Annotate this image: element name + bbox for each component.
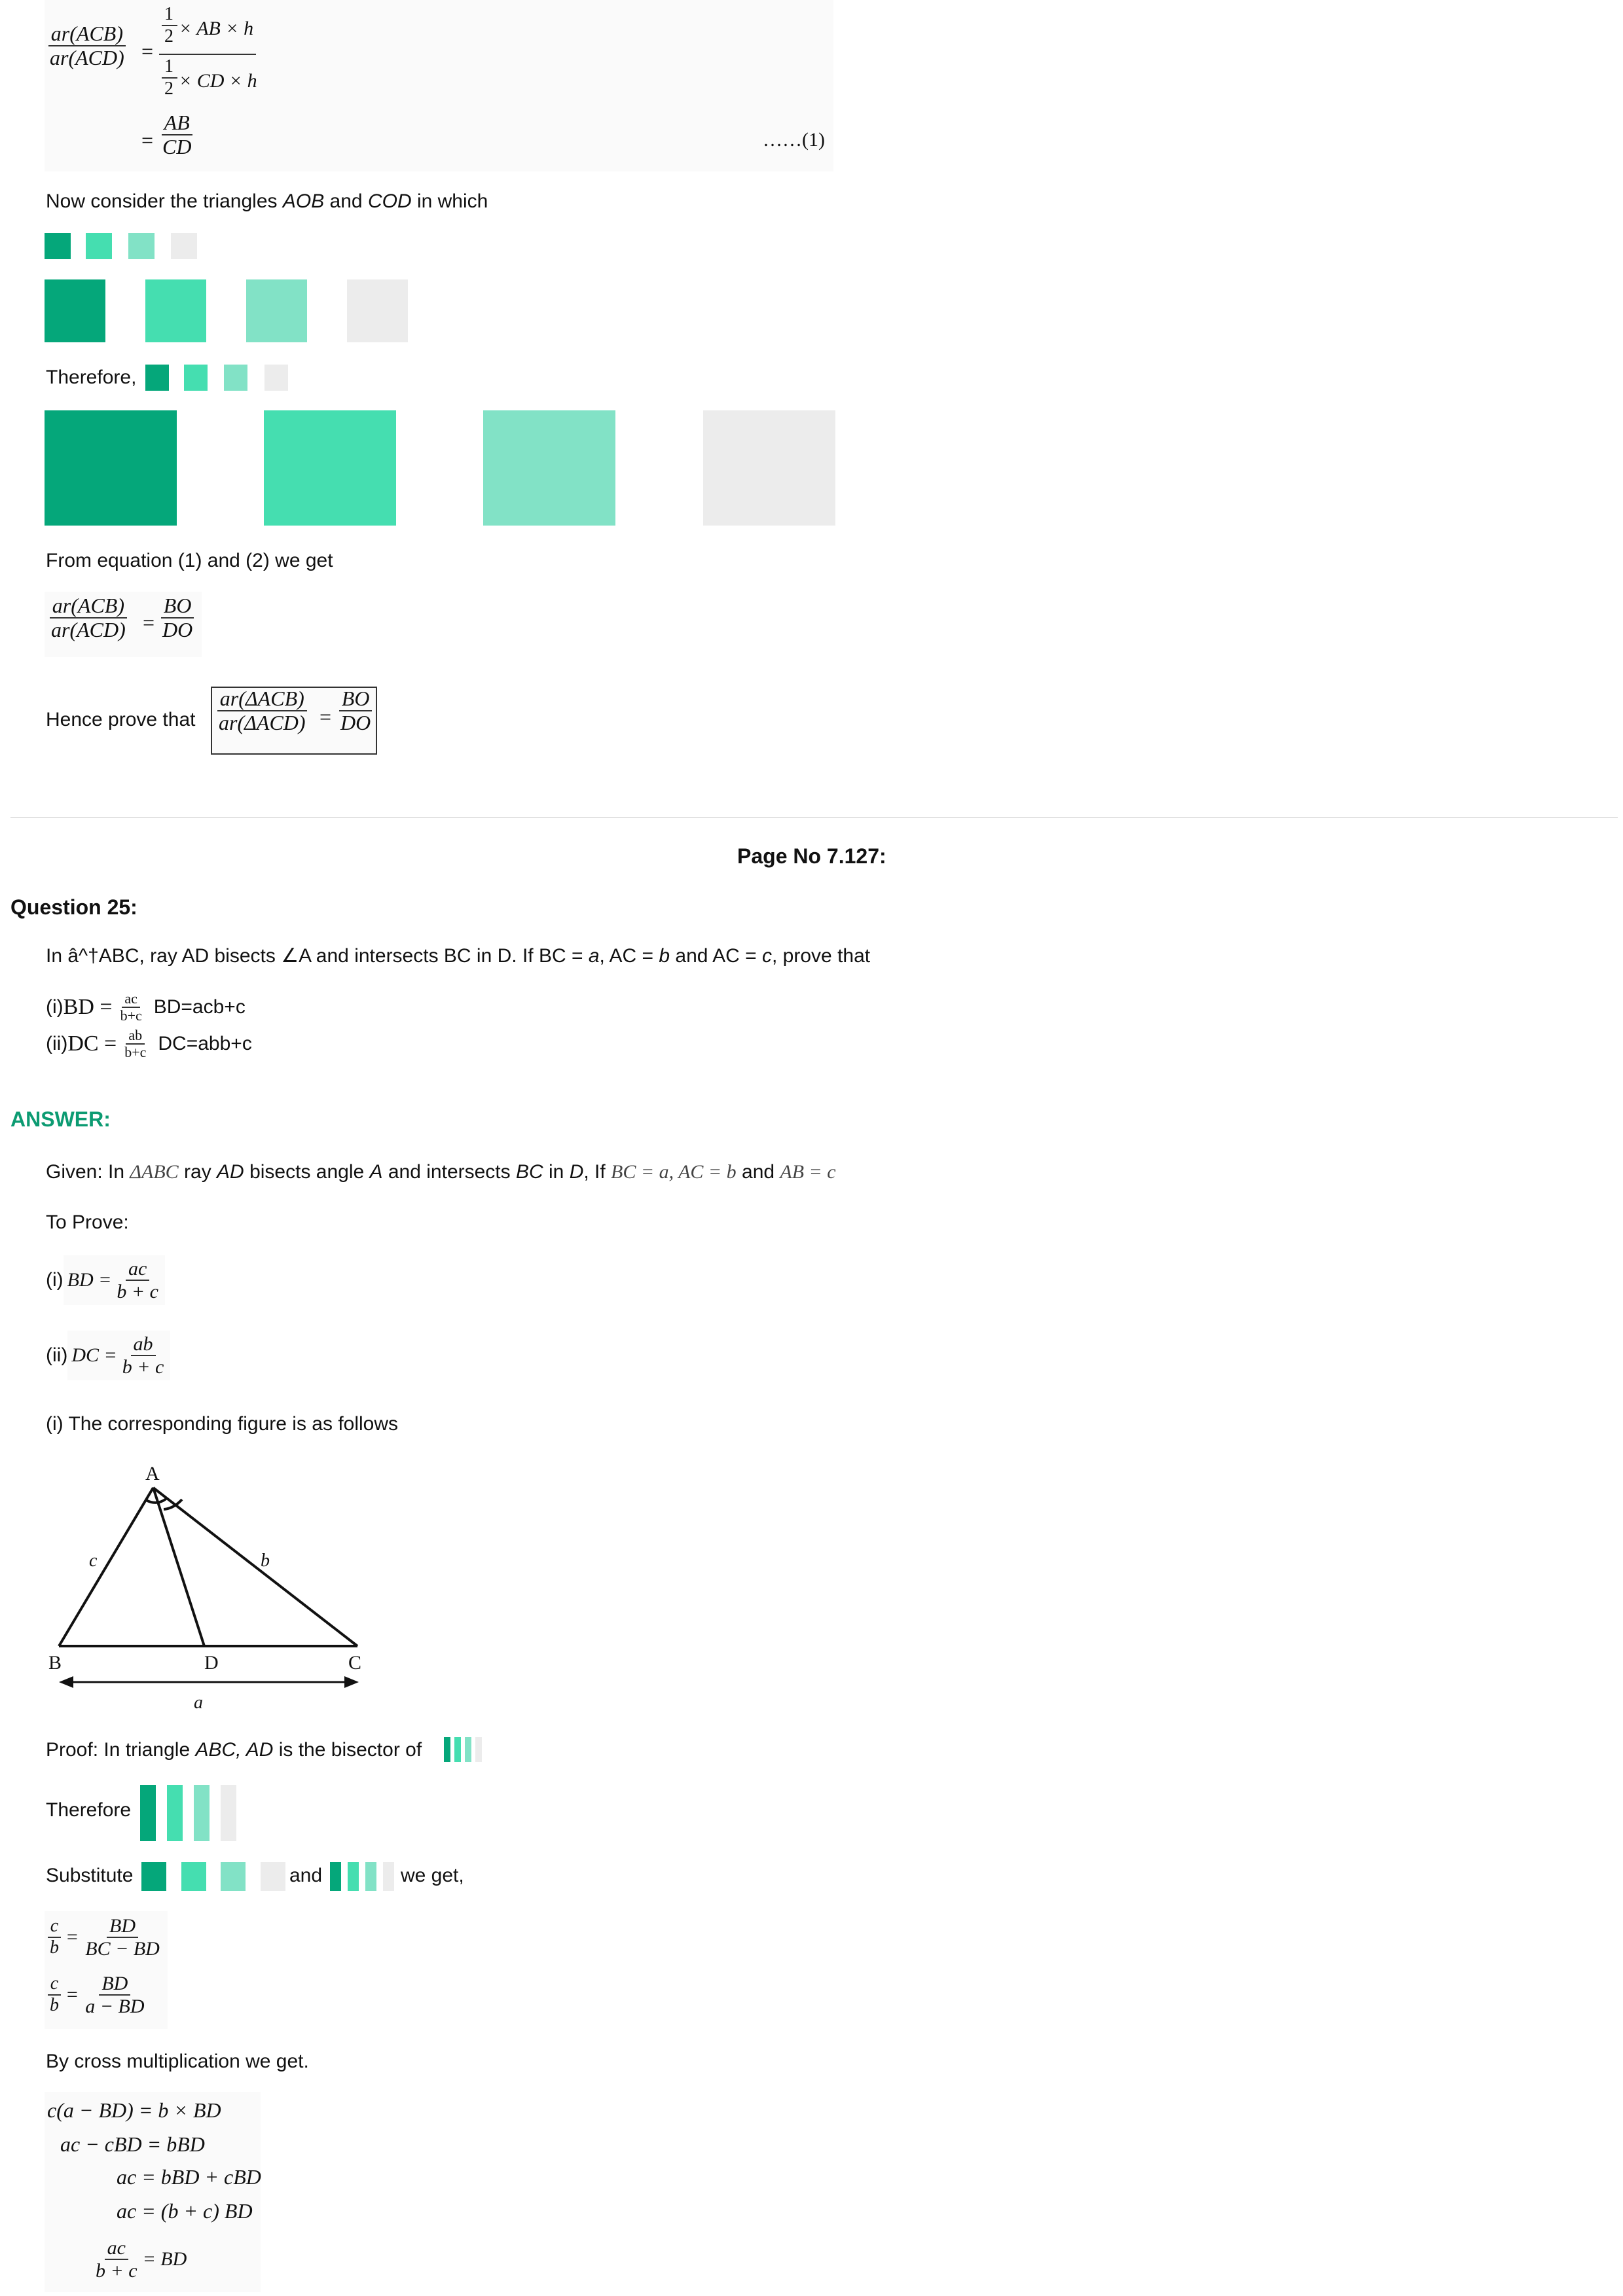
- placeholder-image-17: [444, 1737, 450, 1762]
- p1-den: b+c: [120, 1007, 142, 1024]
- bisector-ad: [153, 1488, 204, 1646]
- triangle-figure: [39, 1456, 380, 1718]
- arrow-right-icon: [344, 1676, 359, 1688]
- substitute-label: Substitute: [46, 1865, 134, 1886]
- placeholder-image-15: [483, 410, 615, 526]
- question-statement: [46, 944, 870, 968]
- tp1-num: ac: [126, 1258, 149, 1281]
- placeholder-image-10: [184, 365, 208, 391]
- sub-and: and: [289, 1865, 323, 1886]
- placeholder-image-28: [261, 1862, 285, 1891]
- side-c-label: c: [89, 1551, 98, 1571]
- s2-num: BD: [99, 1973, 130, 1996]
- boxed-equals: =: [319, 705, 332, 728]
- tp1-den: b + c: [117, 1281, 158, 1302]
- figure-caption: (i) The corresponding figure is as follows: [46, 1413, 399, 1435]
- placeholder-image-1: [45, 233, 71, 259]
- boxed-rhs-num: BO: [339, 687, 373, 711]
- result-equals: =: [143, 611, 155, 634]
- given-3: bisects angle: [244, 1161, 370, 1183]
- side-ab: [59, 1488, 153, 1646]
- given-D: D: [569, 1161, 584, 1183]
- given-tri: ΔABC: [130, 1161, 179, 1183]
- cm5-den: b + c: [96, 2260, 137, 2282]
- prove-part-2: [46, 1028, 252, 1060]
- eq-half-num-bot: 1: [164, 56, 173, 77]
- given-ad: AD: [217, 1161, 244, 1183]
- placeholder-image-14: [264, 410, 396, 526]
- given-6: , If: [583, 1161, 611, 1183]
- s1-b: b: [50, 1937, 59, 1958]
- result-rhs-num: BO: [161, 594, 194, 619]
- s1-den: BC − BD: [85, 1938, 160, 1960]
- side-a-label: a: [194, 1693, 203, 1713]
- consider-prefix: Now consider the triangles: [46, 190, 283, 212]
- to-prove-1: [46, 1255, 165, 1305]
- s1-c: c: [48, 1916, 61, 1938]
- proof-2: is the bisector of: [273, 1739, 422, 1761]
- therefore-label-2: Therefore: [46, 1799, 132, 1821]
- cross-eq-1: c(a − BD) = b × BD: [47, 2098, 221, 2122]
- placeholder-image-3: [128, 233, 155, 259]
- proof-line: [46, 1738, 422, 1762]
- cross-eq-3: ac = bBD + cBD: [117, 2165, 261, 2189]
- p2-num: ab: [126, 1028, 145, 1045]
- eq-half-den-bot: 2: [164, 79, 173, 99]
- consider-mid: and: [324, 190, 368, 212]
- eq-label-1: ……(1): [763, 129, 825, 151]
- consider-t1: AOB: [282, 190, 325, 212]
- to-prove-label: To Prove:: [46, 1211, 129, 1233]
- result-rhs-den: DO: [162, 618, 193, 642]
- stmt-part-4: , prove that: [772, 945, 871, 967]
- placeholder-image-26: [181, 1862, 206, 1891]
- vertex-b-label: B: [48, 1652, 62, 1674]
- placeholder-image-19: [465, 1737, 471, 1762]
- given-line: [46, 1160, 836, 1184]
- s1-num: BD: [107, 1915, 138, 1938]
- placeholder-image-9: [145, 365, 169, 391]
- stmt-b: b: [659, 945, 670, 967]
- prove-part-1: [46, 991, 246, 1024]
- consider-suffix: in which: [411, 190, 488, 212]
- placeholder-image-5: [45, 279, 105, 342]
- placeholder-image-30: [348, 1862, 359, 1891]
- eq-top-tail: × AB × h: [179, 18, 254, 39]
- question-title: Question 25:: [10, 895, 137, 919]
- eq-half-den-top: 2: [164, 26, 173, 46]
- vertex-d-label: D: [204, 1652, 219, 1674]
- arrow-left-icon: [59, 1676, 73, 1688]
- placeholder-image-7: [246, 279, 307, 342]
- tp2-label: (ii): [46, 1344, 68, 1366]
- s2-c: c: [48, 1974, 61, 1996]
- placeholder-image-2: [86, 233, 112, 259]
- tp1-label: (i): [46, 1269, 64, 1291]
- cross-text: By cross multiplication we get.: [46, 2051, 309, 2072]
- cross-eq-4: ac = (b + c) BD: [117, 2199, 253, 2223]
- eq-cd: CD: [162, 135, 192, 159]
- p1-label: (i): [46, 996, 64, 1018]
- hence-text: Hence prove that: [46, 709, 196, 730]
- given-5: in: [543, 1161, 570, 1183]
- eq-big-fraction: [159, 3, 257, 114]
- placeholder-image-32: [383, 1862, 394, 1891]
- cm5-num: ac: [105, 2237, 128, 2260]
- placeholder-image-24: [221, 1785, 236, 1841]
- cross-eq-5: [93, 2237, 187, 2282]
- from-eq-text: From equation (1) and (2) we get: [46, 550, 333, 571]
- to-prove-2: [46, 1331, 170, 1380]
- result-lhs-den: ar(ACD): [51, 618, 126, 642]
- stmt-part-2: , AC =: [599, 945, 659, 967]
- boxed-lhs-den: ar(ΔACD): [219, 711, 306, 735]
- given-and: and: [736, 1161, 780, 1183]
- eq-equals-1: =: [141, 39, 154, 63]
- cross-eq-2: ac − cBD = bBD: [60, 2132, 205, 2156]
- placeholder-image-23: [194, 1785, 210, 1841]
- sub-eq-2: $\frac{c}{b}$ = $\frac{BD}{a - BD}$: [47, 1973, 147, 2017]
- side-ac: [153, 1488, 357, 1646]
- placeholder-image-18: [454, 1737, 461, 1762]
- answer-heading: ANSWER:: [10, 1107, 111, 1131]
- eq-lhs: [47, 22, 127, 69]
- given-4: and intersects: [382, 1161, 516, 1183]
- vertex-c-label: C: [348, 1652, 362, 1674]
- boxed-rhs-den: DO: [340, 711, 371, 735]
- given-A: A: [369, 1161, 383, 1183]
- cm5-rhs: = BD: [142, 2248, 187, 2270]
- p2-lhs: DC =: [67, 1031, 117, 1056]
- placeholder-image-13: [45, 410, 177, 526]
- consider-t2: COD: [367, 190, 412, 212]
- result-eq-rhs: [160, 594, 195, 641]
- eq-equals-2: =: [141, 128, 154, 152]
- eq-half-num-top: 1: [164, 4, 173, 24]
- stmt-a: a: [588, 945, 600, 967]
- eq-bot-tail: × CD × h: [179, 70, 257, 92]
- result-lhs-num: ar(ACB): [50, 594, 127, 619]
- boxed-rhs: [338, 687, 373, 734]
- result-eq-lhs: [48, 594, 128, 641]
- p1-alt: BD=acb+c: [153, 996, 246, 1018]
- tp1-lhs: BD =: [67, 1269, 112, 1291]
- tp2-lhs: DC =: [71, 1344, 117, 1366]
- eq-ab-cd: [160, 111, 194, 158]
- placeholder-image-22: [167, 1785, 183, 1841]
- p1-lhs: BD =: [63, 995, 113, 1020]
- boxed-lhs: [216, 687, 308, 734]
- side-b-label: b: [261, 1551, 270, 1571]
- placeholder-image-29: [330, 1862, 341, 1891]
- given-2: ray: [178, 1161, 217, 1183]
- placeholder-image-27: [221, 1862, 246, 1891]
- placeholder-image-8: [347, 279, 408, 342]
- p2-den: b+c: [124, 1044, 147, 1061]
- p2-label: (ii): [46, 1033, 68, 1055]
- placeholder-image-20: [475, 1737, 482, 1762]
- placeholder-image-25: [141, 1862, 166, 1891]
- placeholder-image-16: [703, 410, 835, 526]
- given-bc: BC: [515, 1161, 543, 1183]
- placeholder-image-11: [224, 365, 247, 391]
- placeholder-image-4: [171, 233, 197, 259]
- eq-main-bar: [159, 54, 256, 55]
- boxed-lhs-num: ar(ΔACB): [217, 687, 307, 711]
- tp2-num: ab: [131, 1333, 156, 1356]
- vertex-a-label: A: [145, 1463, 160, 1484]
- proof-abc: ABC, AD: [195, 1739, 274, 1761]
- tp2-den: b + c: [122, 1356, 164, 1378]
- placeholder-image-31: [365, 1862, 376, 1891]
- s2-b: b: [50, 1995, 59, 2015]
- page-divider: [10, 817, 1618, 818]
- consider-line: [46, 190, 488, 213]
- s2-den: a − BD: [85, 1996, 145, 2017]
- placeholder-image-6: [145, 279, 206, 342]
- therefore-label-1: Therefore,: [46, 367, 137, 388]
- eq-ab: AB: [162, 111, 192, 135]
- stmt-part-3: and AC =: [670, 945, 763, 967]
- given-vals: BC = a, AC = b: [611, 1161, 737, 1183]
- placeholder-image-21: [140, 1785, 156, 1841]
- sub-eq-1: $\frac{c}{b}$ = $\frac{BD}{BC - BD}$: [47, 1915, 162, 1960]
- given-1: Given: In: [46, 1161, 130, 1183]
- page-number: Page No 7.127:: [737, 844, 886, 868]
- p1-num: ac: [122, 991, 140, 1008]
- given-ab: AB = c: [780, 1161, 836, 1183]
- sub-we-get: we get,: [401, 1865, 464, 1886]
- stmt-part-1: In â^†ABC, ray AD bisects ∠A and intersects BC in D. If BC =: [46, 945, 589, 967]
- proof-1: Proof: In triangle: [46, 1739, 196, 1761]
- p2-alt: DC=abb+c: [158, 1033, 252, 1055]
- eq-lhs-num: ar(ACB): [48, 22, 126, 46]
- placeholder-image-12: [264, 365, 288, 391]
- eq-lhs-den: ar(ACD): [50, 46, 124, 70]
- stmt-c: c: [762, 945, 773, 967]
